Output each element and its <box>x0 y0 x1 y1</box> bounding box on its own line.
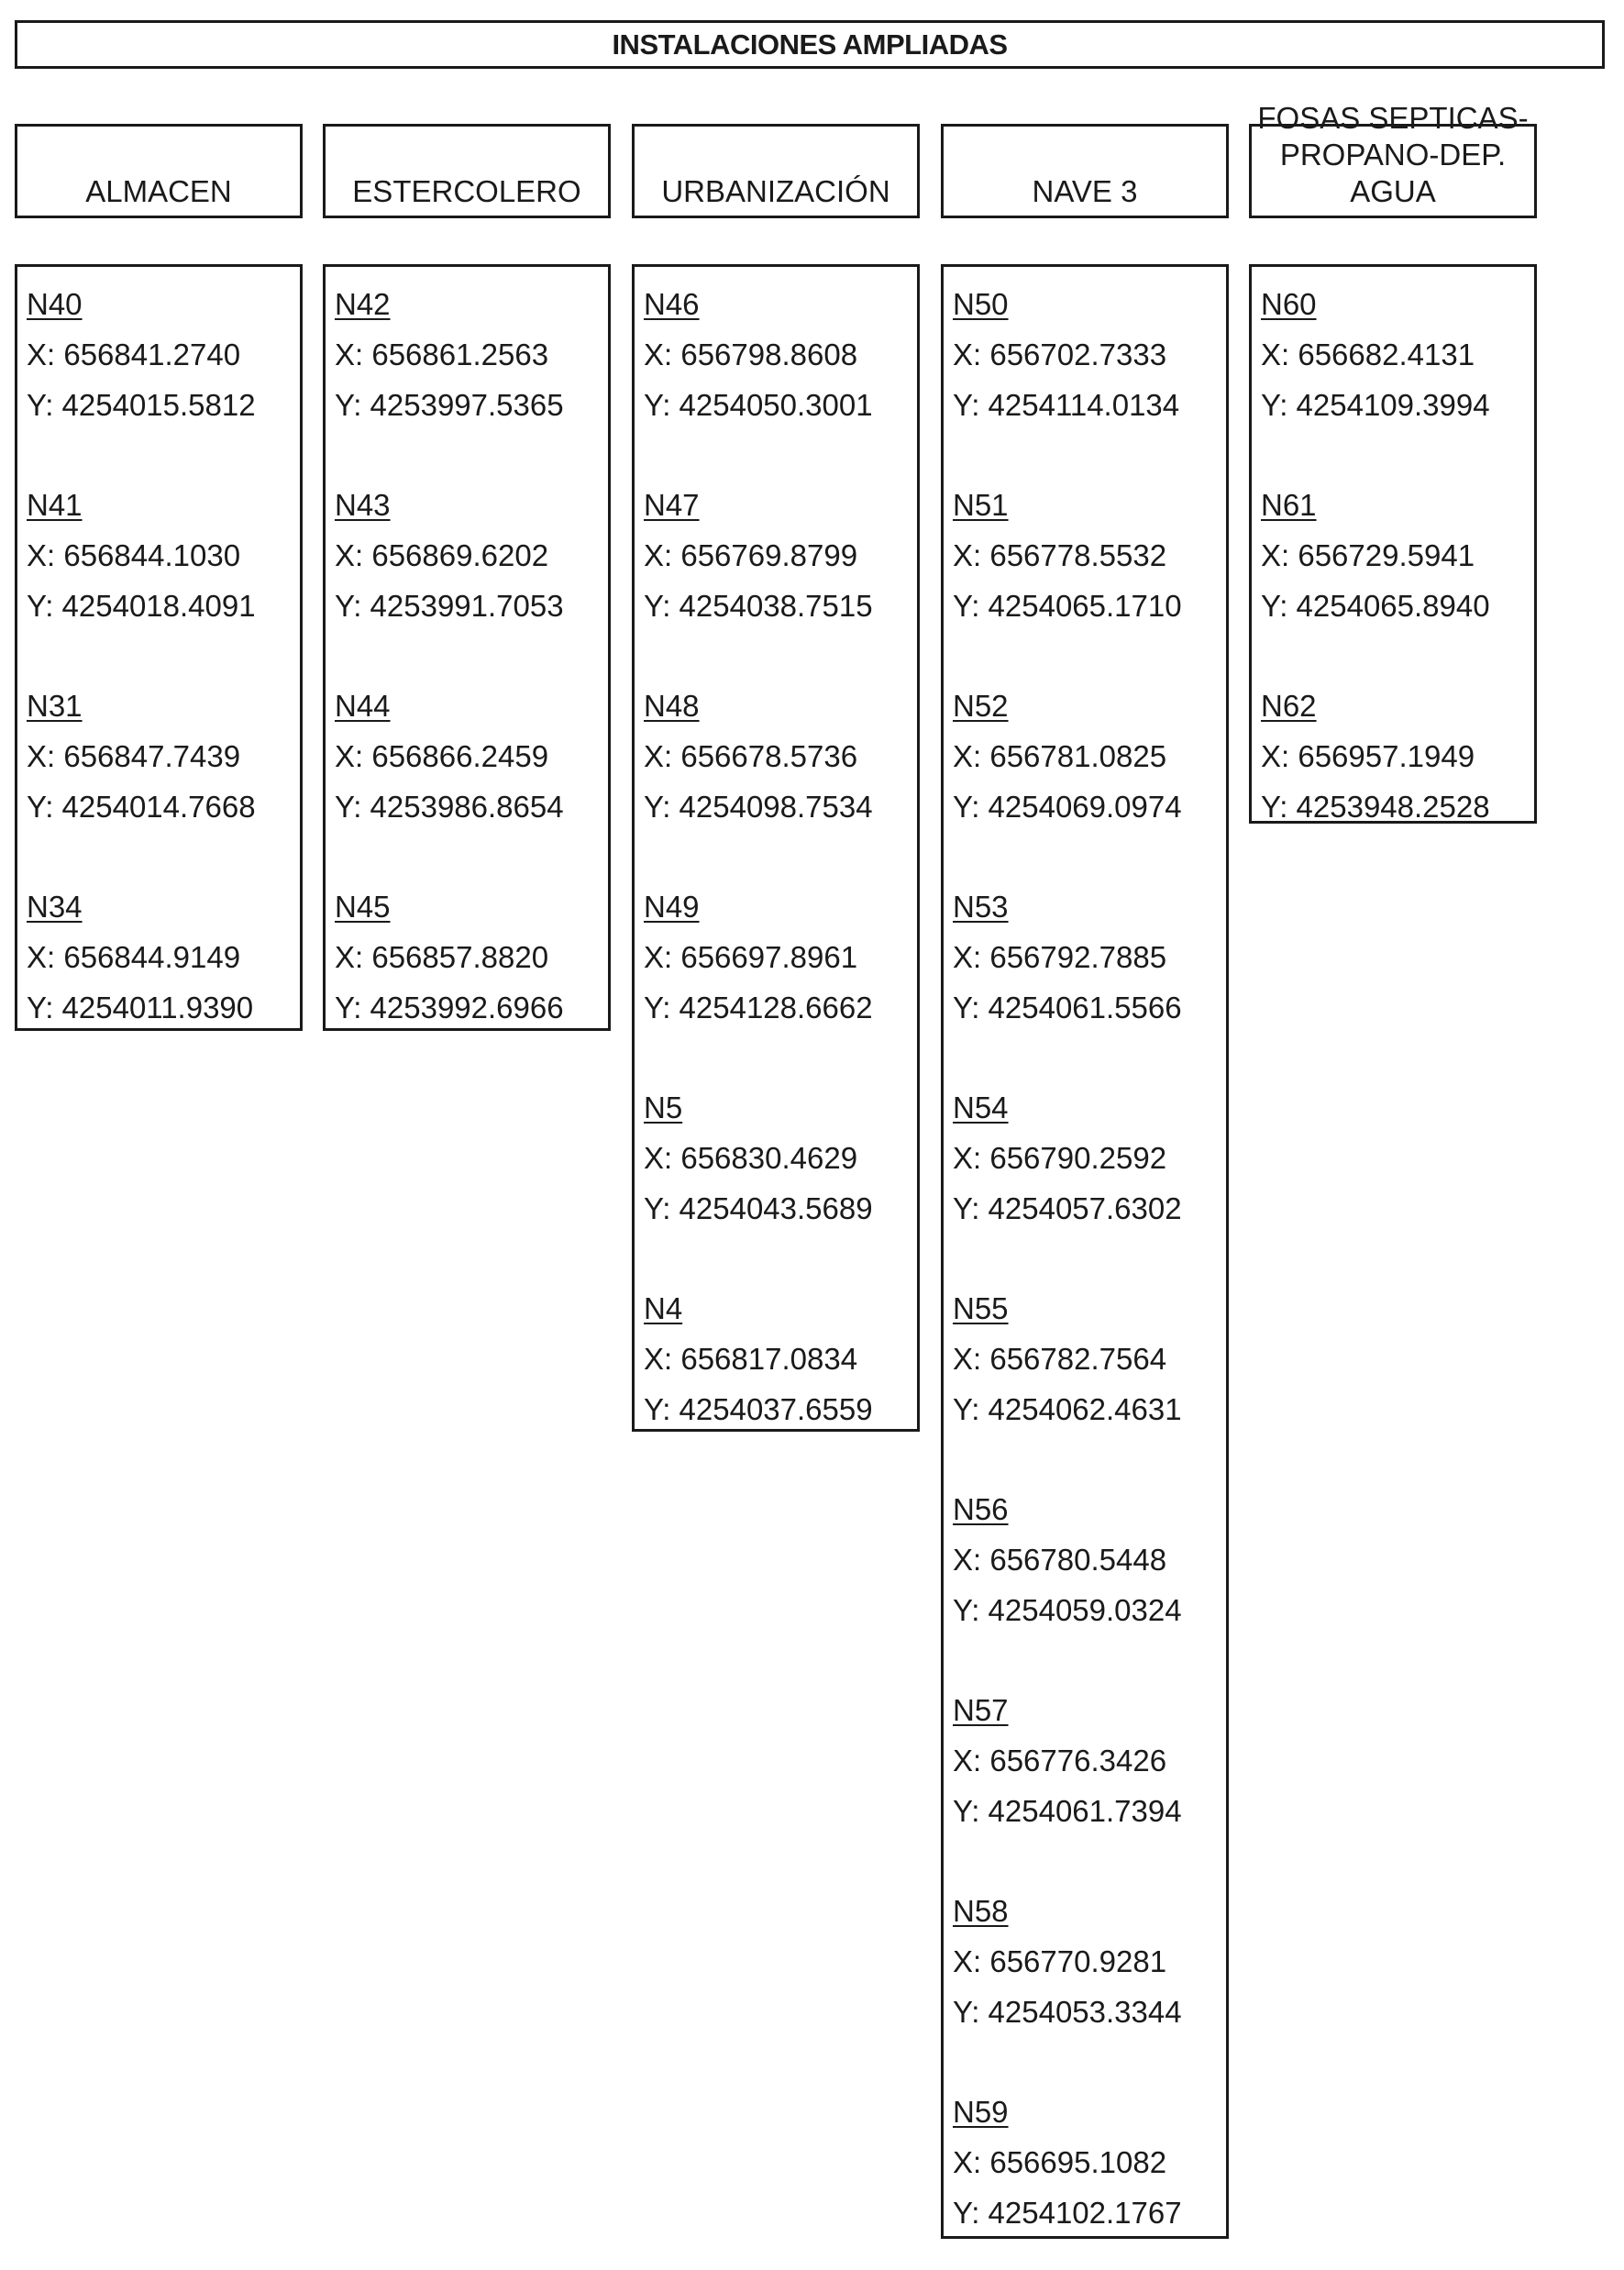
x-coordinate: X: 656776.3426 <box>953 1744 1167 1777</box>
coordinate-point <box>953 1082 1226 1234</box>
x-coordinate: X: 656844.1030 <box>27 538 241 572</box>
point-id: N42 <box>335 287 391 321</box>
y-coordinate: Y: 4254059.0324 <box>953 1593 1182 1627</box>
x-coordinate: X: 656781.0825 <box>953 739 1167 773</box>
y-coordinate: Y: 4254114.0134 <box>953 388 1180 422</box>
point-id: N53 <box>953 890 1009 924</box>
coordinate-point <box>644 1283 917 1434</box>
coordinate-point <box>953 279 1226 430</box>
coordinate-point <box>1261 279 1534 430</box>
point-id: N31 <box>27 689 83 723</box>
y-coordinate: Y: 4253997.5365 <box>335 388 564 422</box>
y-coordinate: Y: 4254050.3001 <box>644 388 873 422</box>
x-coordinate: X: 656782.7564 <box>953 1342 1167 1376</box>
point-id: N57 <box>953 1693 1009 1727</box>
coordinate-point <box>27 480 300 631</box>
y-coordinate: Y: 4254011.9390 <box>27 991 254 1024</box>
y-coordinate: Y: 4254053.3344 <box>953 1995 1182 2029</box>
x-coordinate: X: 656841.2740 <box>27 338 241 371</box>
coordinate-point <box>335 681 608 832</box>
point-id: N47 <box>644 488 700 522</box>
y-coordinate: Y: 4254062.4631 <box>953 1392 1182 1426</box>
x-coordinate: X: 656869.6202 <box>335 538 549 572</box>
coordinate-point <box>953 681 1226 832</box>
point-id: N55 <box>953 1291 1009 1325</box>
x-coordinate: X: 656857.8820 <box>335 940 549 974</box>
x-coordinate: X: 656830.4629 <box>644 1141 858 1175</box>
point-id: N40 <box>27 287 83 321</box>
coordinate-point <box>953 1283 1226 1434</box>
x-coordinate: X: 656729.5941 <box>1261 538 1475 572</box>
coordinates-box-estercolero <box>323 264 611 1031</box>
x-coordinate: X: 656957.1949 <box>1261 739 1475 773</box>
coordinate-point <box>335 881 608 1033</box>
coordinate-point <box>27 279 300 430</box>
point-id: N54 <box>953 1091 1009 1124</box>
coordinate-point <box>1261 681 1534 832</box>
coordinate-point <box>644 1082 917 1234</box>
x-coordinate: X: 656847.7439 <box>27 739 241 773</box>
coordinates-box-almacen <box>15 264 303 1031</box>
column-header-estercolero <box>323 124 611 218</box>
point-id: N50 <box>953 287 1009 321</box>
x-coordinate: X: 656792.7885 <box>953 940 1167 974</box>
point-id: N59 <box>953 2095 1009 2129</box>
point-id: N62 <box>1261 689 1317 723</box>
y-coordinate: Y: 4254098.7534 <box>644 790 873 824</box>
column-header-label: ESTERCOLERO <box>352 174 581 208</box>
coordinate-point <box>335 279 608 430</box>
y-coordinate: Y: 4254057.6302 <box>953 1191 1182 1225</box>
y-coordinate: Y: 4254065.8940 <box>1261 589 1490 623</box>
y-coordinate: Y: 4254061.5566 <box>953 991 1182 1024</box>
coordinate-point <box>644 279 917 430</box>
point-id: N61 <box>1261 488 1317 522</box>
column-header-fosas-septicas <box>1249 101 1537 218</box>
x-coordinate: X: 656702.7333 <box>953 338 1167 371</box>
column-header-label: URBANIZACIÓN <box>661 174 890 208</box>
x-coordinate: X: 656682.4131 <box>1261 338 1475 371</box>
coordinate-point <box>953 2087 1226 2238</box>
point-id: N34 <box>27 890 83 924</box>
point-id: N49 <box>644 890 700 924</box>
coordinate-point <box>644 881 917 1033</box>
column-header-label: NAVE 3 <box>1032 174 1138 208</box>
point-id: N43 <box>335 488 391 522</box>
coordinates-box-urbanizacion <box>632 264 920 1432</box>
x-coordinate: X: 656780.5448 <box>953 1543 1167 1577</box>
x-coordinate: X: 656798.8608 <box>644 338 858 371</box>
coordinate-point <box>27 681 300 832</box>
column-header-label: FOSAS SEPTICAS- PROPANO-DEP. AGUA <box>1257 101 1529 208</box>
x-coordinate: X: 656817.0834 <box>644 1342 858 1376</box>
x-coordinate: X: 656778.5532 <box>953 538 1167 572</box>
y-coordinate: Y: 4254043.5689 <box>644 1191 873 1225</box>
coordinates-box-fosas-septicas <box>1249 264 1537 824</box>
y-coordinate: Y: 4254061.7394 <box>953 1794 1182 1828</box>
x-coordinate: X: 656866.2459 <box>335 739 549 773</box>
column-header-almacen <box>15 124 303 218</box>
column-header-urbanizacion <box>632 124 920 218</box>
point-id: N45 <box>335 890 391 924</box>
point-id: N41 <box>27 488 83 522</box>
x-coordinate: X: 656769.8799 <box>644 538 858 572</box>
point-id: N60 <box>1261 287 1317 321</box>
y-coordinate: Y: 4254069.0974 <box>953 790 1182 824</box>
x-coordinate: X: 656790.2592 <box>953 1141 1167 1175</box>
x-coordinate: X: 656678.5736 <box>644 739 858 773</box>
y-coordinate: Y: 4254015.5812 <box>27 388 256 422</box>
point-id: N48 <box>644 689 700 723</box>
point-id: N5 <box>644 1091 683 1124</box>
column-header-label: ALMACEN <box>85 174 232 208</box>
y-coordinate: Y: 4254038.7515 <box>644 589 873 623</box>
coordinate-point <box>953 881 1226 1033</box>
y-coordinate: Y: 4254065.1710 <box>953 589 1182 623</box>
point-id: N51 <box>953 488 1009 522</box>
coordinate-point <box>953 1484 1226 1635</box>
coordinate-point <box>1261 480 1534 631</box>
y-coordinate: Y: 4253991.7053 <box>335 589 564 623</box>
page-title: INSTALACIONES AMPLIADAS <box>15 20 1605 69</box>
y-coordinate: Y: 4253992.6966 <box>335 991 564 1024</box>
point-id: N58 <box>953 1894 1009 1928</box>
x-coordinate: X: 656861.2563 <box>335 338 549 371</box>
y-coordinate: Y: 4254109.3994 <box>1261 388 1490 422</box>
coordinate-point <box>27 881 300 1033</box>
y-coordinate: Y: 4254018.4091 <box>27 589 256 623</box>
y-coordinate: Y: 4253986.8654 <box>335 790 564 824</box>
coordinate-point <box>644 480 917 631</box>
y-coordinate: Y: 4254102.1767 <box>953 2196 1182 2230</box>
x-coordinate: X: 656770.9281 <box>953 1944 1167 1978</box>
coordinate-point <box>953 1685 1226 1836</box>
point-id: N46 <box>644 287 700 321</box>
coordinate-point <box>953 480 1226 631</box>
point-id: N56 <box>953 1492 1009 1526</box>
y-coordinate: Y: 4253948.2528 <box>1261 790 1490 824</box>
point-id: N44 <box>335 689 391 723</box>
x-coordinate: X: 656844.9149 <box>27 940 241 974</box>
coordinate-point <box>953 1886 1226 2037</box>
y-coordinate: Y: 4254037.6559 <box>644 1392 873 1426</box>
column-header-nave-3 <box>941 124 1229 218</box>
coordinate-point <box>644 681 917 832</box>
point-id: N4 <box>644 1291 683 1325</box>
point-id: N52 <box>953 689 1009 723</box>
x-coordinate: X: 656695.1082 <box>953 2145 1167 2179</box>
coordinate-point <box>335 480 608 631</box>
x-coordinate: X: 656697.8961 <box>644 940 858 974</box>
y-coordinate: Y: 4254014.7668 <box>27 790 256 824</box>
coordinates-box-nave-3 <box>941 264 1229 2239</box>
y-coordinate: Y: 4254128.6662 <box>644 991 873 1024</box>
